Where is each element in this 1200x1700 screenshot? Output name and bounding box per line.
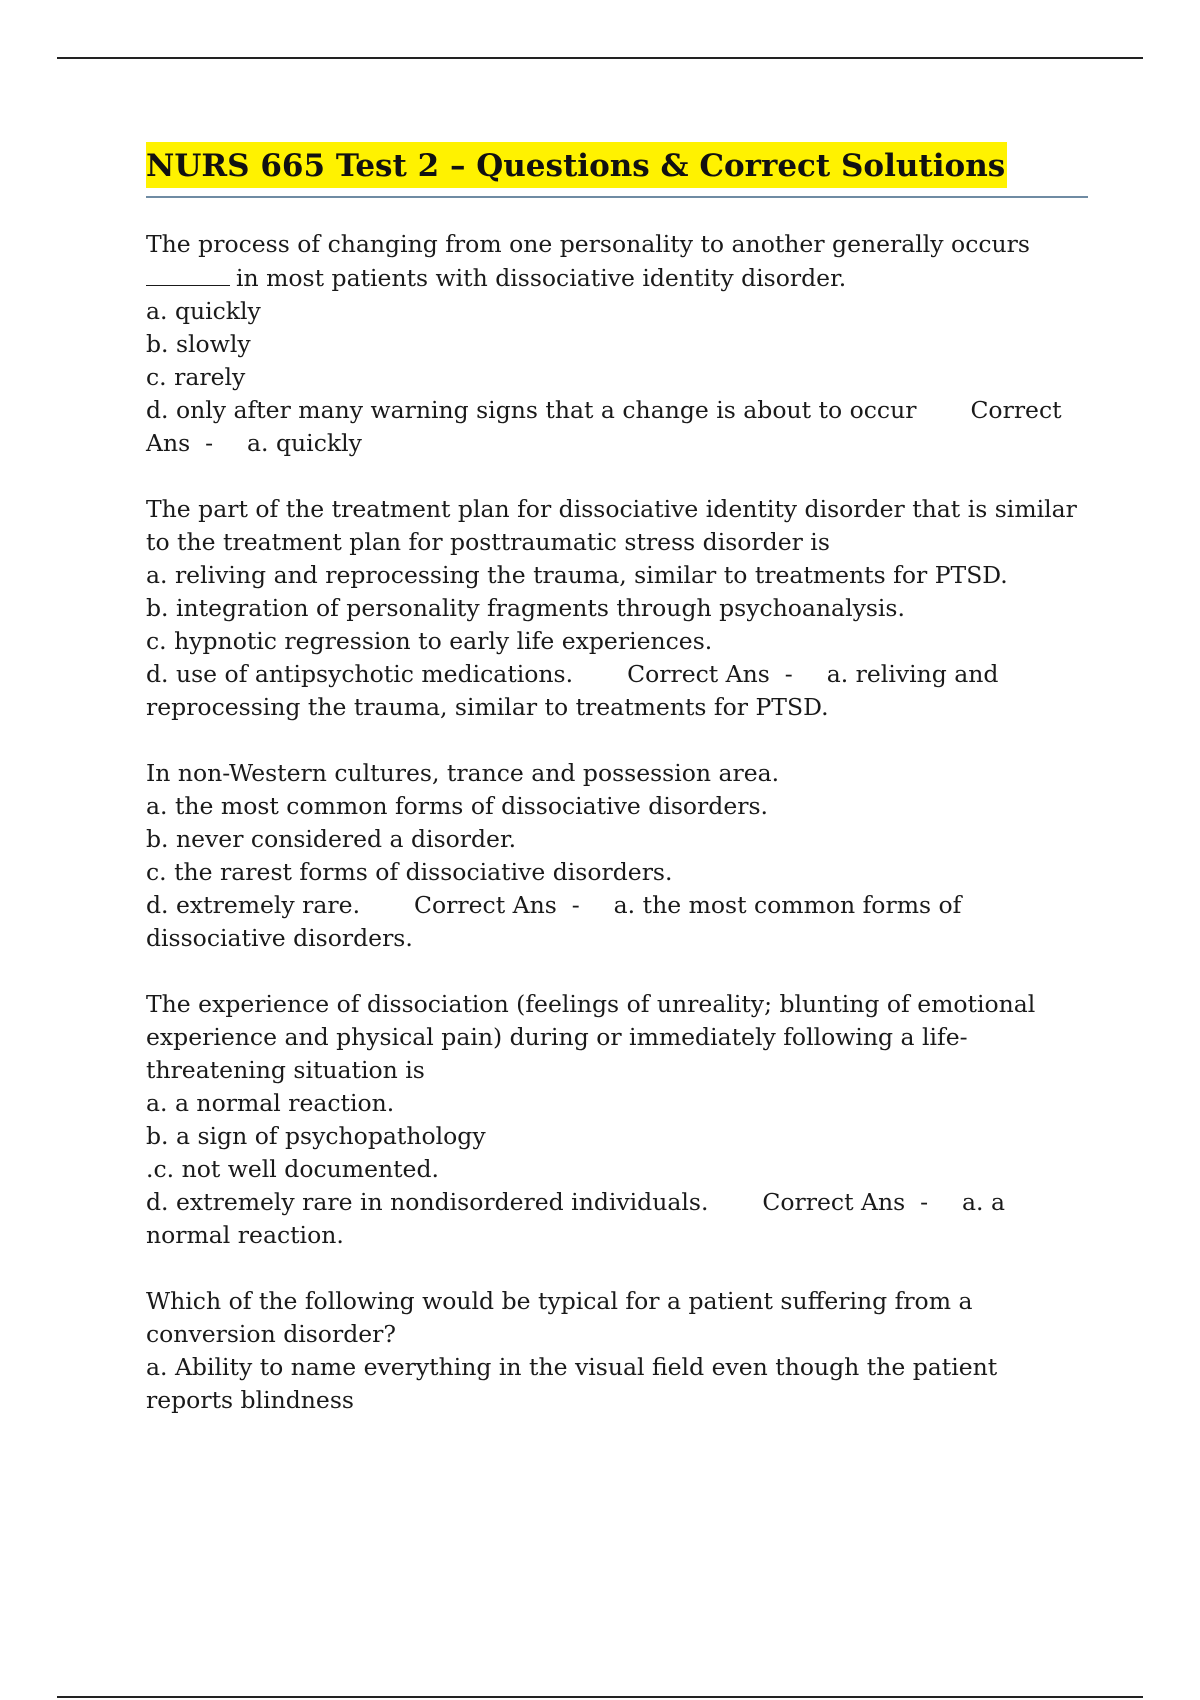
answer-option: .c. not well documented. [146,1155,439,1183]
question-stem-line: Which of the following would be typical for a patient suffering from a [146,1287,973,1315]
answer-option: c. hypnotic regression to early life experiences. [146,627,713,655]
correct-answer-line [146,427,1088,460]
answer-option: d. extremely rare. [146,891,361,919]
question-item [146,1285,1088,1417]
question-stem-line: conversion disorder? [146,1320,396,1348]
question-stem-line: The process of changing from one personality to another generally occurs [146,230,1030,258]
correct-answer: a. a [962,1188,1006,1216]
correct-answer: reprocessing the trauma, similar to treatments for PTSD. [146,693,829,721]
answer-option: b. slowly [146,330,251,358]
answer-option: b. never considered a disorder. [146,825,517,853]
question-stem-line: In non-Western cultures, trance and possession area. [146,759,780,787]
answer-option-line [146,394,1088,427]
correct-answer: a. quickly [247,429,362,457]
answer-option: d. only after many warning signs that a change is about to occur [146,396,917,424]
bottom-rule [57,1696,1143,1698]
page-title: NURS 665 Test 2 – Questions & Correct Solutions [146,142,1007,188]
answer-option: a. Ability to name everything in the visual field even though the patient [146,1353,998,1381]
answer-option: a. a normal reaction. [146,1089,395,1117]
answer-option: a. quickly [146,297,261,325]
question-item [146,493,1088,724]
top-rule [57,57,1143,59]
answer-option: a. the most common forms of dissociative disorders. [146,792,768,820]
correct-answer-label: Correct [970,396,1062,424]
question-item [146,988,1088,1252]
answer-option: c. the rarest forms of dissociative disorders. [146,858,673,886]
answer-option: a. reliving and reprocessing the trauma, similar to treatments for PTSD. [146,561,1008,589]
question-item [146,757,1088,955]
answer-option: d. use of antipsychotic medications. [146,660,574,688]
question-stem-line: to the treatment plan for posttraumatic stress disorder is [146,528,830,556]
question-list [146,228,1088,1450]
answer-option-line [146,658,1088,691]
correct-answer: a. the most common forms of [613,891,962,919]
answer-option-line [146,889,1088,922]
question-stem-line: The experience of dissociation (feelings of unreality; blunting of emotional [146,990,1036,1018]
title-block [146,142,1088,198]
answer-blank [146,261,230,286]
question-item [146,228,1088,460]
correct-answer-label: Correct Ans - [762,1188,929,1216]
question-stem-line: experience and physical pain) during or immediately following a life- [146,1023,968,1051]
answer-option: reports blindness [146,1386,354,1414]
question-stem-line: threatening situation is [146,1056,425,1084]
answer-option: b. a sign of psychopathology [146,1122,486,1150]
answer-option: d. extremely rare in nondisordered individuals. [146,1188,709,1216]
question-stem-line [146,261,1088,295]
correct-answer: dissociative disorders. [146,924,413,952]
answer-option: b. integration of personality fragments through psychoanalysis. [146,594,905,622]
answer-option-line [146,1186,1088,1219]
correct-answer: a. reliving and [826,660,999,688]
question-stem-line: The part of the treatment plan for dissociative identity disorder that is similar [146,495,1077,523]
correct-answer-label: Ans - [146,429,214,457]
question-stem-text: in most patients with dissociative identity disorder. [236,264,847,292]
correct-answer: normal reaction. [146,1221,344,1249]
answer-option: c. rarely [146,363,246,391]
correct-answer-label: Correct Ans - [414,891,580,919]
correct-answer-label: Correct Ans - [627,660,793,688]
